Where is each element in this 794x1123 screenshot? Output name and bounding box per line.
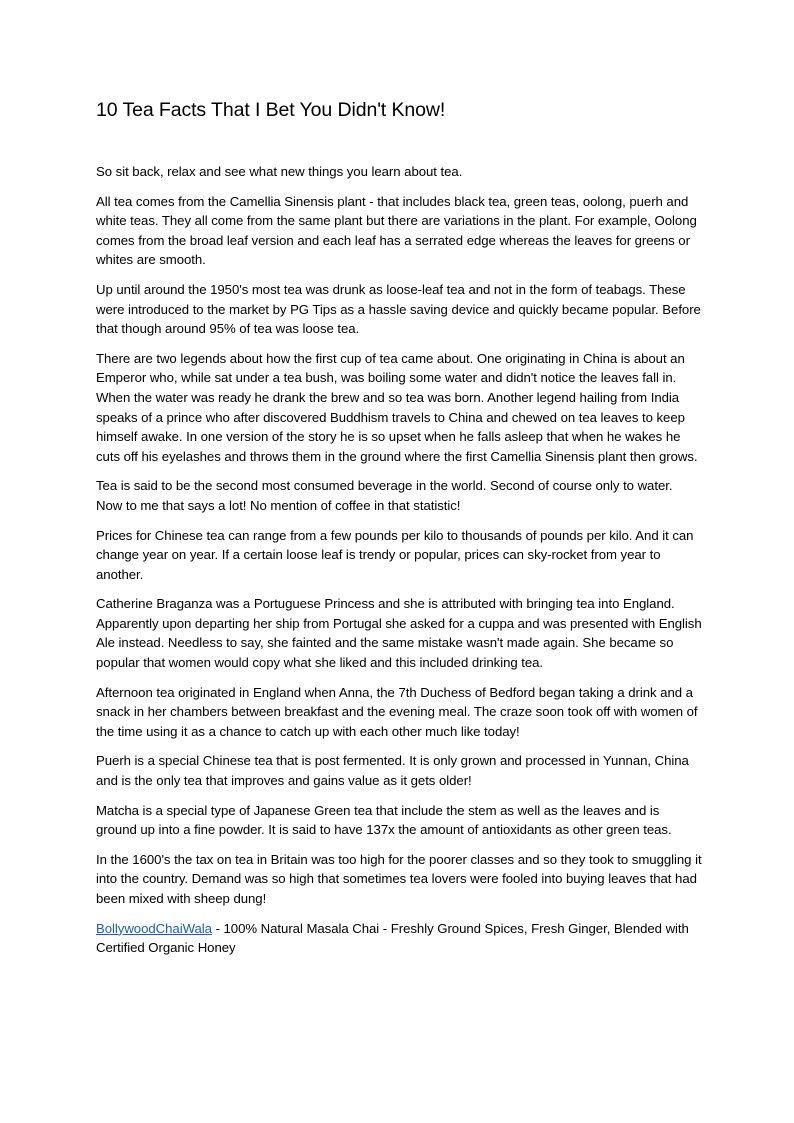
- paragraph-beverage: Tea is said to be the second most consumed beverage in the world. Second of course only to water. Now to me that says a lot! No mention of coffee in that statistic!: [96, 478, 673, 513]
- paragraph-puerh: Puerh is a special Chinese tea that is post fermented. It is only grown and processed in Yunnan, China and is the only tea that improves and gains value as it gets older!: [96, 753, 689, 789]
- bollywoodchaiwala-link[interactable]: BollywoodChaiWala: [96, 920, 212, 936]
- paragraph-tax: In the 1600's the tax on tea in Britain was too high for the poorer classes and so they took to smuggling it into the country. Demand was so high that sometimes tea lovers were fooled into buying leaves that had been mixed with sheep dung!: [96, 851, 702, 906]
- article-body: [96, 162, 702, 968]
- page-title: 10 Tea Facts That I Bet You Didn't Know!: [96, 99, 446, 121]
- paragraph-afternoon-tea: Afternoon tea originated in England when Anna, the 7th Duchess of Bedford began taking a drink and a snack in her chambers between breakfast and the evening meal. The craze soon took off with women of the time using it as a chance to catch up with each other much like today!: [96, 684, 698, 739]
- paragraph-catherine: Catherine Braganza was a Portuguese Princess and she is attributed with bringing tea into England. Apparently upon departing her ship from Portugal she asked for a cuppa and was presented with English Ale instead. Needless to say, she fainted and the same mistake wasn't made again. She became so popular that women would copy what she liked and this included drinking tea.: [96, 596, 702, 671]
- paragraph-legends: There are two legends about how the first cup of tea came about. One originating in China is about an Emperor who, while sat under a tea bush, was boiling some water and didn't notice the leaves fall in. When the water was ready he drank the brew and so tea was born. Another legend hailing from India speaks of a prince who after discovered Buddhism travels to China and chewed on tea leaves to keep himself awake. In one version of the story he is so upset when he falls asleep that when he wakes he cuts off his eyelashes and throws them in the ground where the first Camellia Sinensis plant then grows.: [96, 350, 698, 464]
- paragraph-matcha: Matcha is a special type of Japanese Green tea that include the stem as well as the leaves and is ground up into a fine powder. It is said to have 137x the amount of antioxidants as other green teas.: [96, 802, 672, 838]
- paragraph-intro: So sit back, relax and see what new things you learn about tea.: [96, 164, 463, 179]
- paragraph-prices: Prices for Chinese tea can range from a few pounds per kilo to thousands of pounds per kilo. And it can change year on year. If a certain loose leaf is trendy or popular, prices can sky-rocket from year to another.: [96, 527, 694, 582]
- paragraph-camellia: All tea comes from the Camellia Sinensis plant - that includes black tea, green teas, oolong, puerh and white teas. They all come from the same plant but there are variations in the plant. For example, Oolong comes from the broad leaf version and each leaf has a serrated edge whereas the leaves for greens or whites are smooth.: [96, 193, 697, 268]
- footer-promo-text: - 100% Natural Masala Chai - Freshly Ground Spices, Fresh Ginger, Blended with Certified Organic Honey: [96, 920, 689, 956]
- paragraph-teabags: Up until around the 1950's most tea was drunk as loose-leaf tea and not in the form of teabags. These were introduced to the market by PG Tips as a hassle saving device and quickly became popular. Before that though around 95% of tea was loose tea.: [96, 281, 701, 337]
- footer-promo: [96, 919, 702, 958]
